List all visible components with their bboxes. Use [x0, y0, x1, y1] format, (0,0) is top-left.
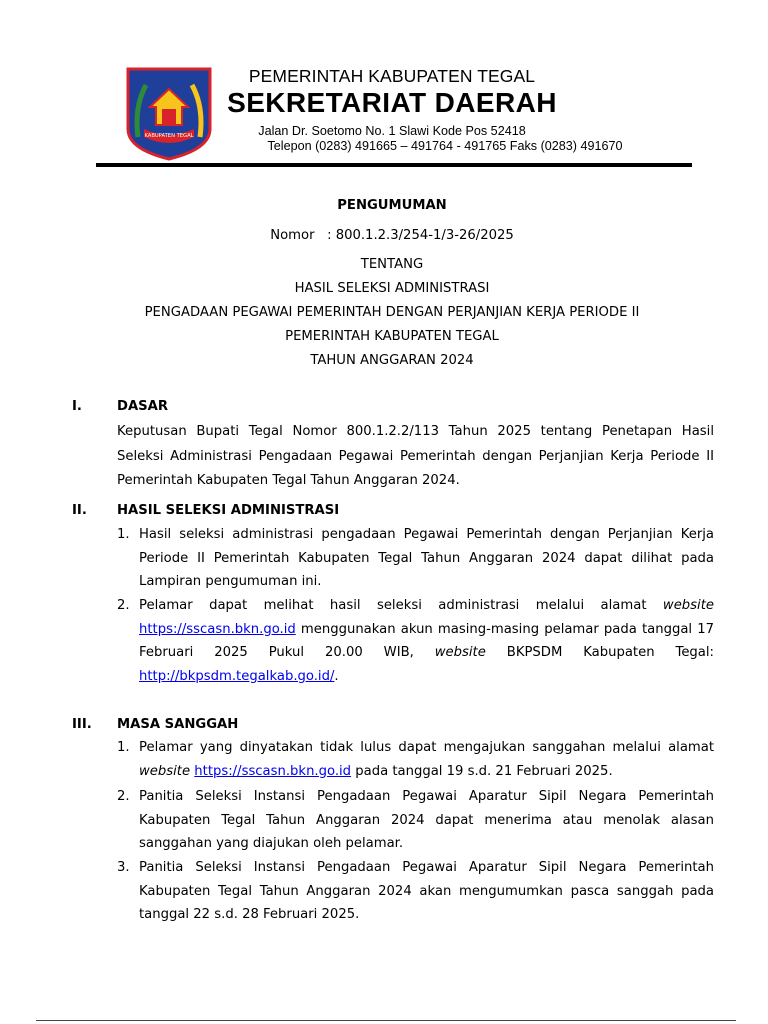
section-2-number: II. [72, 503, 87, 518]
letterhead-address: Jalan Dr. Soetomo No. 1 Slawi Kode Pos 52418 [258, 124, 526, 138]
section-2-item-1-text: Hasil seleksi administrasi pengadaan Pegawai Pemerintah dengan Perjanjian Kerja Periode II Pemerintah Kabupaten Tegal Tahun Anggaran 2024 dapat dilihat pada Lampiran pengumuman ini. [139, 527, 714, 589]
section-2-item-1-number: 1. [117, 527, 130, 542]
announcement-title: PENGUMUMAN [337, 198, 447, 213]
item-text: pada tanggal 19 s.d. 21 Februari 2025. [351, 763, 613, 779]
section-1-number: I. [72, 399, 82, 414]
section-3-item-2-number: 2. [117, 789, 130, 804]
section-2-item-2-number: 2. [117, 598, 130, 613]
bkpsdm-link[interactable]: http://bkpsdm.tegalkab.go.id/ [139, 668, 335, 684]
letterhead-government: PEMERINTAH KABUPATEN TEGAL [248, 66, 536, 86]
section-3-item-3-text: Panitia Seleksi Instansi Pengadaan Pegawai Aparatur Sipil Negara Pemerintah Kabupaten Tegal Tahun Anggaran 2024 akan mengumumkan pasca sanggah pada tanggal 22 s.d. 28 Februari 2025. [139, 860, 714, 922]
letterhead-divider [96, 163, 692, 167]
sscasn-link[interactable]: https://sscasn.bkn.go.id [139, 621, 296, 637]
sscasn-link[interactable]: https://sscasn.bkn.go.id [194, 763, 352, 779]
item-text: menggunakan akun masing-masing pelamar pada tanggal 17 Februari 2025 Pukul 20.00 WIB, [139, 621, 714, 660]
section-3-item-2-text: Panitia Seleksi Instansi Pengadaan Pegawai Aparatur Sipil Negara Pemerintah Kabupaten Tegal Tahun Anggaran 2024 dapat menerima atau menolak alasan sanggahan yang diajukan oleh pelamar. [139, 789, 714, 851]
subject-line-1: HASIL SELEKSI ADMINISTRASI [294, 281, 490, 296]
website-label: website [139, 763, 191, 779]
letterhead-phone: Telepon (0283) 491665 – 491764 - 491765 Faks (0283) 491670 [267, 139, 623, 153]
item-text: Pelamar dapat melihat hasil seleksi administrasi melalui alamat [139, 598, 663, 613]
section-3-item-1-text [139, 736, 714, 783]
website-label: website [434, 645, 486, 660]
section-3-number: III. [72, 717, 92, 732]
section-3-item-1-number: 1. [117, 740, 130, 755]
section-3-item-3-number: 3. [117, 860, 130, 875]
item-text: Pelamar yang dinyatakan tidak lulus dapat mengajukan sanggahan melalui alamat [139, 740, 714, 755]
section-1-title: DASAR [117, 399, 169, 414]
section-2-item-2-text [139, 594, 714, 688]
subject-line-2: PENGADAAN PEGAWAI PEMERINTAH DENGAN PERJANJIAN KERJA PERIODE II [144, 305, 640, 320]
website-label: website [662, 598, 714, 613]
section-3-title: MASA SANGGAH [117, 717, 239, 732]
subject-line-3: PEMERINTAH KABUPATEN TEGAL [285, 329, 499, 344]
section-1-text: Keputusan Bupati Tegal Nomor 800.1.2.2/113 Tahun 2025 tentang Penetapan Hasil Seleksi Administrasi Pengadaan Pegawai Pemerintah dengan Perjanjian Kerja Periode II Pemerintah Kabupaten Tegal Tahun Anggaran 2024. [117, 424, 714, 488]
page-bottom-divider [36, 1020, 736, 1021]
emblem-label: KABUPATEN TEGAL [144, 133, 194, 139]
section-2-title: HASIL SELEKSI ADMINISTRASI [117, 503, 340, 518]
item-text: BKPSDM Kabupaten Tegal: [485, 645, 714, 660]
announcement-number: Nomor : 800.1.2.3/254-1/3-26/2025 [270, 228, 514, 243]
letterhead-office: SEKRETARIAT DAERAH [227, 87, 557, 118]
announcement-about: TENTANG [360, 257, 424, 272]
subject-line-4: TAHUN ANGGARAN 2024 [310, 353, 474, 368]
item-text: . [334, 668, 339, 684]
